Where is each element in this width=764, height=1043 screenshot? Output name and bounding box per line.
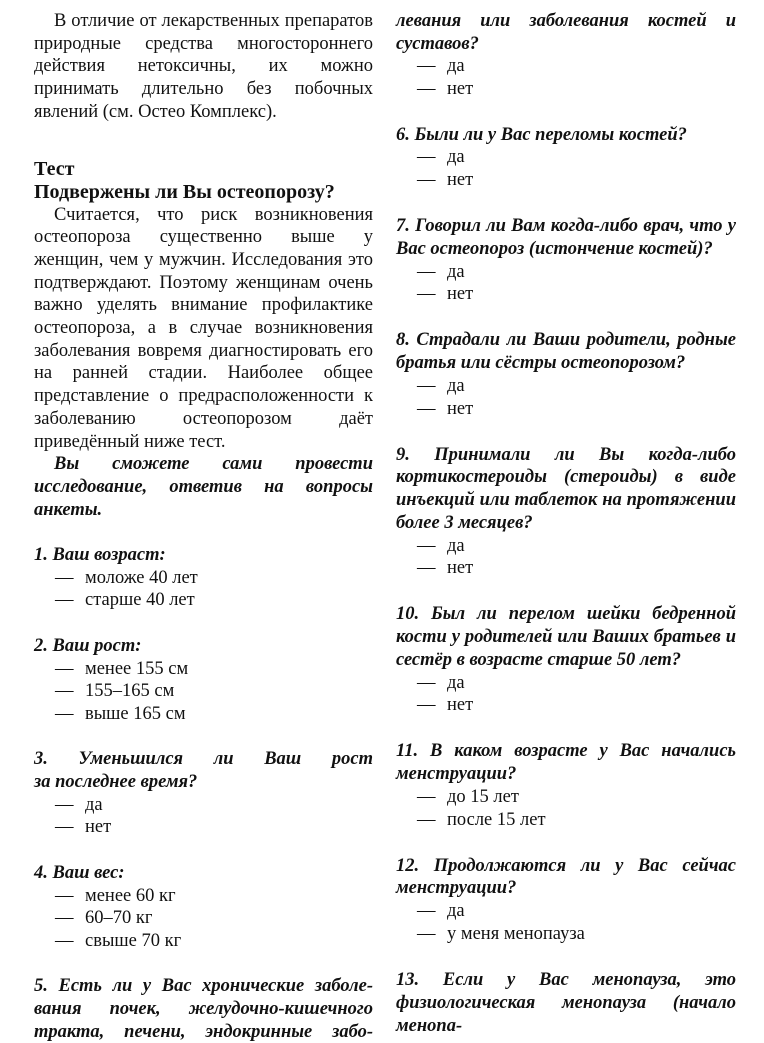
question-text: левания или заболевания костей и суставов? — [396, 11, 736, 54]
question-text: 4. Ваш вес: — [34, 862, 125, 883]
question-3 — [34, 748, 373, 839]
dash-mark: — — [55, 885, 74, 906]
dash-mark: — — [55, 567, 74, 588]
dash-mark: — — [417, 535, 436, 556]
question-text: 9. Принимали ли Вы когда-либо кортикостероиды (стероиды) в виде инъекций или таблеток на протяжении более 3 месяцев? — [396, 444, 736, 533]
dash-mark: — — [417, 672, 436, 693]
question-text: 11. В каком возрасте у Вас начались менструации? — [396, 741, 736, 785]
question-text: 13. Если у Вас менопауза, это физиологическая менопауза (начало менопа- — [396, 970, 736, 1036]
dash-mark: — — [417, 558, 436, 579]
answer-option: — да — [417, 672, 465, 693]
question-text: 8. Страдали ли Ваши родители, родные братья или сёстры остеопорозом? — [396, 330, 736, 374]
right-column — [396, 10, 736, 1037]
dash-mark: — — [55, 590, 74, 611]
dash-mark: — — [417, 695, 436, 716]
dash-mark: — — [417, 56, 436, 77]
answer-option: — моложе 40 лет — [55, 567, 198, 588]
dash-mark: — — [417, 901, 436, 922]
dash-mark: — — [417, 169, 436, 190]
answer-option: — 60–70 кг — [55, 908, 153, 929]
question-text-line: вания почек, желудочно-кишечного — [34, 999, 373, 1020]
question-9 — [396, 444, 736, 580]
question-text: 10. Был ли перелом шейки бедренной кости у родителей или Ваших братьев и сестёр в возрасте старше 50 лет? — [396, 604, 736, 670]
question-4 — [34, 862, 373, 953]
question-text-line: 5. Есть ли у Вас хронические заболе- — [34, 976, 373, 997]
answer-option: — да — [417, 901, 465, 922]
dash-mark: — — [417, 809, 436, 830]
dash-mark: — — [55, 908, 74, 929]
answer-option: — у меня менопауза — [417, 923, 585, 944]
dash-mark: — — [55, 658, 74, 679]
intro-paragraph: В отличие от лекарственных препаратов природные средства многостороннего действия нетоксичны, их можно принимать длительно без побочных явлений (см. Остео Комплекс). — [34, 11, 373, 122]
answer-option: — до 15 лет — [417, 786, 519, 807]
answer-option: — свыше 70 кг — [55, 930, 182, 951]
dash-mark: — — [55, 794, 74, 815]
dash-mark: — — [417, 923, 436, 944]
question-text: 1. Ваш возраст: — [34, 545, 166, 566]
answer-option: — нет — [417, 169, 474, 190]
question-10 — [396, 603, 736, 717]
dash-mark: — — [55, 817, 74, 838]
answer-option: — нет — [417, 695, 474, 716]
question-1 — [34, 544, 373, 612]
answer-option: — выше 165 см — [55, 703, 186, 724]
answer-option: — после 15 лет — [417, 809, 546, 830]
answer-option: — да — [417, 535, 465, 556]
question-text: 7. Говорил ли Вам когда-либо врач, что у Вас остеопороз (истончение костей)? — [396, 216, 736, 259]
question-5-end — [396, 10, 736, 101]
answer-option: — менее 60 кг — [55, 885, 176, 906]
dash-mark: — — [417, 79, 436, 100]
question-2 — [34, 635, 373, 726]
question-text: 6. Были ли у Вас переломы костей? — [396, 124, 687, 145]
answer-option: — да — [55, 794, 103, 815]
question-11 — [396, 740, 736, 831]
dash-mark: — — [55, 681, 74, 702]
dash-mark: — — [417, 147, 436, 168]
answer-option: — старше 40 лет — [55, 590, 195, 611]
answer-option: — да — [417, 56, 465, 77]
dash-mark: — — [417, 398, 436, 419]
question-text-line: тракта, печени, эндокринные забо- — [34, 1021, 373, 1042]
question-text-line: 3. Уменьшился ли Ваш рост — [34, 749, 373, 770]
test-instruction: Вы сможете сами провести исследование, ответив на вопросы анкеты. — [34, 454, 373, 520]
question-5-start — [34, 975, 373, 1043]
answer-option: — да — [417, 261, 465, 282]
dash-mark: — — [417, 786, 436, 807]
question-13 — [396, 969, 736, 1037]
dash-mark: — — [417, 284, 436, 305]
question-text-line: за последнее время? — [34, 772, 198, 793]
test-subtitle: Подвержены ли Вы остеопорозу? — [34, 180, 335, 203]
test-description: Считается, что риск возникновения остеопороза существенно выше у женщин, чем у мужчин. Исследования это подтверждают. Поэтому женщинам очень важно уделять внимание профилактике остеопороза, а в случае возникновения заболевания вовремя диагностировать его на ранней стадии. Наиболее общее представление о предрасположенности к заболеванию остеопорозом даёт приведённый ниже тест. — [34, 204, 373, 452]
question-text: 2. Ваш рост: — [34, 635, 142, 656]
question-6 — [396, 124, 736, 192]
answer-option: — да — [417, 375, 465, 396]
dash-mark: — — [55, 703, 74, 724]
answer-option: — нет — [417, 558, 474, 579]
question-text: 12. Продолжаются ли у Вас сейчас менструации? — [396, 855, 736, 899]
answer-option: — нет — [55, 817, 112, 838]
answer-option: — да — [417, 147, 465, 168]
answer-option: — нет — [417, 79, 474, 100]
answer-option: — менее 155 см — [55, 658, 189, 679]
question-7 — [396, 215, 736, 306]
dash-mark: — — [55, 930, 74, 951]
answer-option: — 155–165 см — [55, 681, 175, 702]
dash-mark: — — [417, 375, 436, 396]
question-12 — [396, 855, 736, 946]
test-title: Тест — [34, 157, 75, 180]
left-column — [34, 10, 373, 1043]
question-8 — [396, 329, 736, 420]
dash-mark: — — [417, 261, 436, 282]
answer-option: — нет — [417, 284, 474, 305]
answer-option: — нет — [417, 398, 474, 419]
